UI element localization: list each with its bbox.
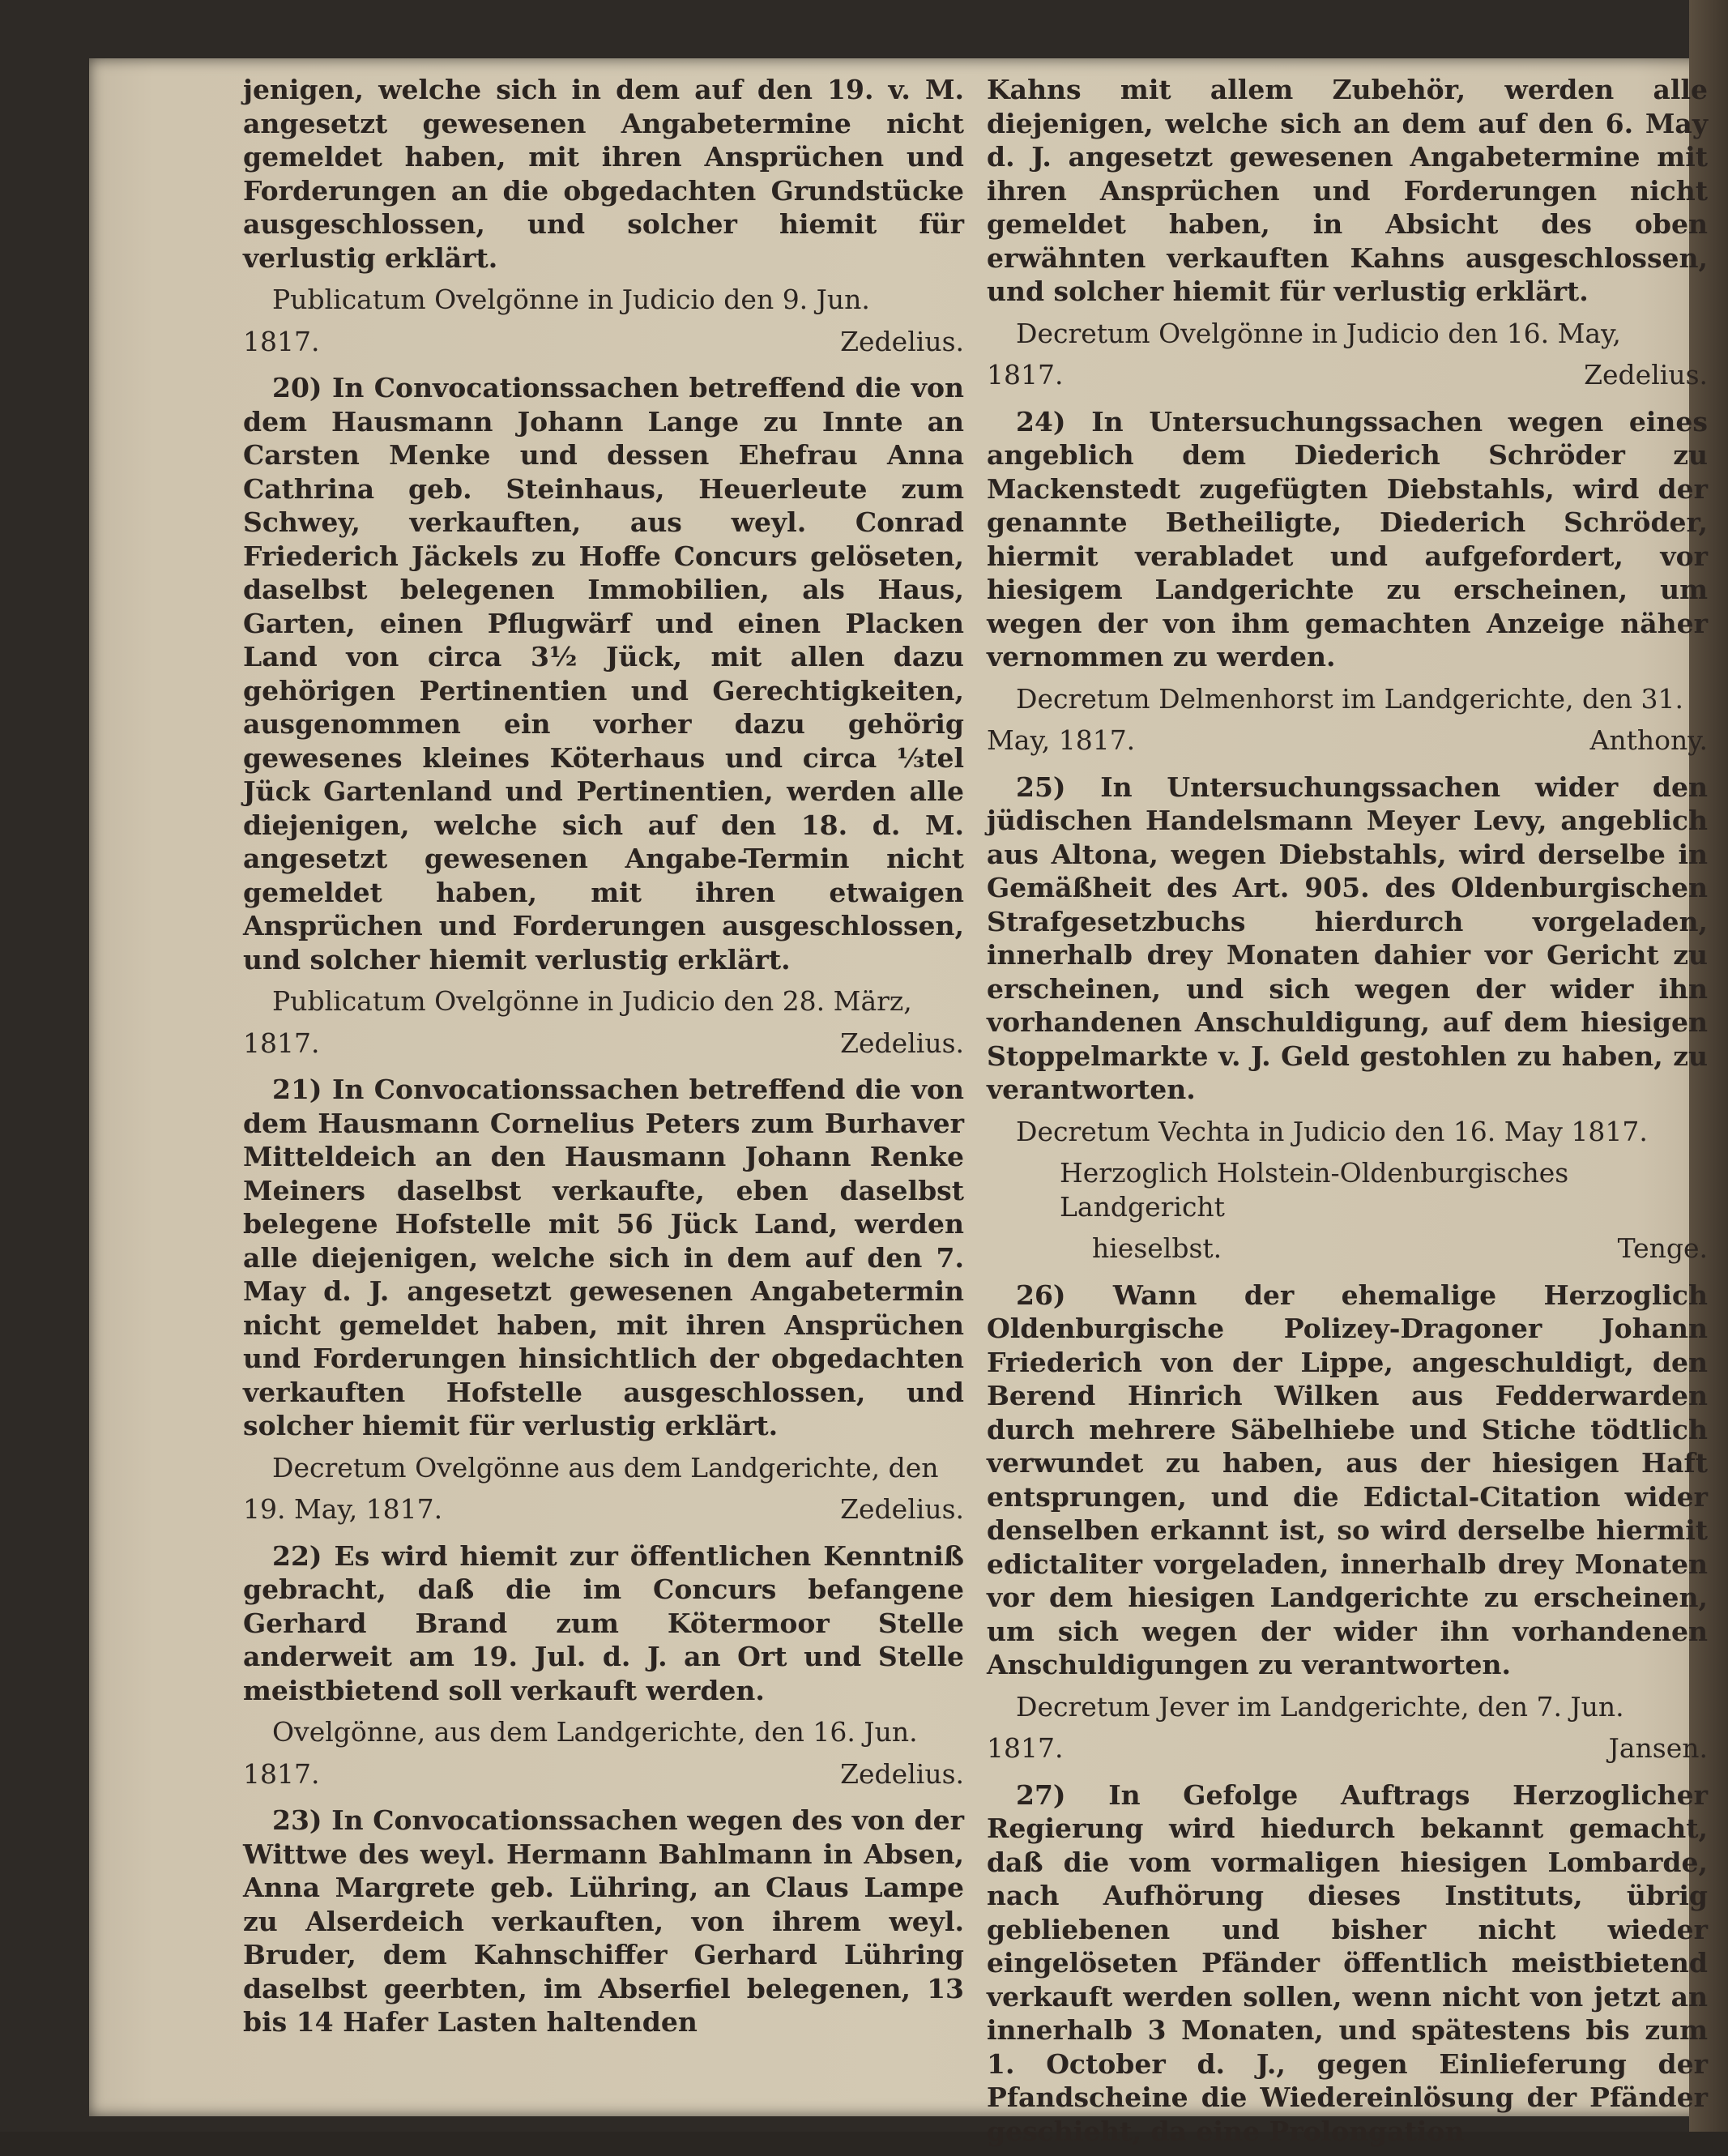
notice-20: 20) In Convocationssachen betreffend die von dem Hausmann Johann Lange zu Innte an Carsten Menke und dessen Ehefrau Anna Cathrina geb. Steinhaus, Heuerleute zum Schwey, verkauften, aus weyl. Conrad Friederich Jäckels zu Hoffe Concurs gelöseten, daselbst belegenen Immobilien, als Haus, Garten, einen Pflugwärf und einen Placken Land von circa 3½ Jück, mit allen dazu gehörigen Pertinentien und Gerechtigkeiten, ausgenommen ein vorher dazu gehörig gewesenes kleines Köterhaus und circa ⅓tel Jück Gartenland und Pertinentien, werden alle diejenigen, welche sich auf den 18. d. M. angesetzt gewesenen Angabe-Termin nicht gemeldet haben, mit ihren etwaigen Ansprüchen und Forderungen ausgeschlossen, und solcher hiemit verlustig erklärt. bbox=[243, 372, 964, 976]
signature: Zedelius. bbox=[840, 1493, 964, 1525]
signature: Tenge. bbox=[1617, 1232, 1708, 1264]
notice-continuation: Kahns mit allem Zubehör, werden alle diejenigen, welche sich an dem auf den 6. May d. J. angesetzt gewesenen Angabetermine mit ihren Ansprüchen und Forderungen nicht gemeldet haben, in Absicht des oben erwähnten verkauften Kahns ausgeschlossen, und solcher hiemit für verlustig erklärt. bbox=[987, 74, 1708, 307]
decree-date: Decretum Vechta in Judicio den 16. May 1817. bbox=[1016, 1115, 1648, 1147]
year: 1817. bbox=[987, 1732, 1064, 1764]
decree-date: Decretum Jever im Landgerichte, den 7. Jun. bbox=[1016, 1690, 1624, 1723]
notice-25: 25) In Untersuchungssachen wider den jüdischen Handelsmann Meyer Levy, angeblich aus Altona, wegen Diebstahls, wird derselbe in Gemäßheit des Art. 905. des Oldenburgischen Strafgesetzbuchs hierdurch vorgeladen, innerhalb drey Monaten dahier vor Gericht zu erscheinen, und sich wegen der wider ihn vorhandenen Anschuldigung, auf dem hiesigen Stoppelmarkte v. J. Geld gestohlen zu haben, zu verantworten. bbox=[987, 771, 1708, 1105]
notice-24: 24) In Untersuchungssachen wegen eines angeblich dem Diederich Schröder zu Mackenstedt zugefügten Diebstahls, wird der genannte Betheiligte, Diederich Schröder, hiermit verabladet und aufgefordert, vor hiesigem Landgerichte zu erscheinen, um wegen der von ihm gemachten Anzeige näher vernommen zu werden. bbox=[987, 405, 1708, 672]
signature-line bbox=[987, 358, 1708, 392]
notice-continuation: jenigen, welche sich in dem auf den 19. v. M. angesetzt gewesenen Angabetermine nicht gemeldet haben, mit ihren Ansprüchen und Forderungen an die obgedachten Grundstücke ausgeschlossen, und solcher hiemit für verlustig erklärt. bbox=[243, 74, 964, 274]
signature: Zedelius. bbox=[1584, 359, 1708, 391]
year: 1817. bbox=[243, 1757, 320, 1790]
publication-date: Publicatum Ovelgönne in Judicio den 28. März, bbox=[272, 985, 912, 1017]
signature-line bbox=[243, 1757, 964, 1791]
court-name: Herzoglich Holstein-Oldenburgisches Landgericht bbox=[1060, 1157, 1569, 1223]
right-column bbox=[987, 73, 1708, 2156]
signature-line bbox=[987, 724, 1708, 758]
notice-22: 22) Es wird hiemit zur öffentlichen Kenntniß gebracht, daß die im Concurs befangene Gerhard Brand zum Kötermoor Stelle anderweit am 19. Jul. d. J. an Ort und Stelle meistbietend soll verkauft werden. bbox=[243, 1539, 964, 1706]
signature: Zedelius. bbox=[840, 325, 964, 357]
year: 19. May, 1817. bbox=[243, 1493, 443, 1525]
signature-line bbox=[243, 325, 964, 359]
notice-26: 26) Wann der ehemalige Herzoglich Oldenburgische Polizey-Dragoner Johann Friederich von der Lippe, angeschuldigt, den Berend Hinrich Wilken aus Fedderwarden durch mehrere Säbelhiebe und Stiche tödtlich verwundet zu haben, aus der hiesigen Haft entsprungen, und die Edictal-Citation wider denselben erkannt ist, so wird derselbe hiermit edictaliter vorgeladen, innerhalb drey Monaten vor dem hiesigen Landgerichte zu erscheinen, um sich wegen der wider ihn vorhandenen Anschuldigungen zu verantworten. bbox=[987, 1279, 1708, 1680]
signature: Zedelius. bbox=[840, 1757, 964, 1790]
publication-date: Publicatum Ovelgönne in Judicio den 9. Jun. bbox=[272, 284, 870, 315]
notice-23: 23) In Convocationssachen wegen des von der Wittwe des weyl. Hermann Bahlmann in Absen, Anna Margrete geb. Lühring, an Claus Lampe zu Alserdeich verkauften, von ihrem weyl. Bruder, dem Kahnschiffer Gerhard Lühring daselbst geerbten, im Abserfiel belegenen, 13 bis 14 Hafer Lasten haltenden bbox=[243, 1804, 964, 2038]
left-column bbox=[243, 73, 964, 2047]
year: 1817. bbox=[243, 1027, 320, 1059]
signature: Jansen. bbox=[1608, 1732, 1708, 1764]
decree-date: Decretum Delmenhorst im Landgerichte, den 31. bbox=[1016, 682, 1683, 715]
signature-line bbox=[987, 1232, 1708, 1266]
decree-date: Decretum Ovelgönne in Judicio den 16. May, bbox=[1016, 317, 1621, 349]
signature-line bbox=[243, 1492, 964, 1526]
place: hieselbst. bbox=[1092, 1232, 1222, 1264]
decree-date: Ovelgönne, aus dem Landgerichte, den 16. Jun. bbox=[272, 1716, 918, 1748]
notice-21: 21) In Convocationssachen betreffend die von dem Hausmann Cornelius Peters zum Burhaver Mitteldeich an den Hausmann Johann Renke Meiners daselbst verkaufte, eben daselbst belegene Hofstelle mit 56 Jück Land, werden alle diejenigen, welche sich in dem auf den 7. May d. J. angesetzt gewesenen Angabetermin nicht gemeldet haben, mit ihren Ansprüchen und Forderungen hinsichtlich der obgedachten verkauften Hofstelle ausgeschlossen, und solcher hiemit für verlustig erklärt. bbox=[243, 1074, 964, 1441]
signature: Anthony. bbox=[1589, 724, 1708, 756]
decree-date: Decretum Ovelgönne aus dem Landgerichte, den bbox=[272, 1451, 939, 1484]
signature: Zedelius. bbox=[840, 1027, 964, 1059]
year: 1817. bbox=[243, 325, 320, 357]
signature-line bbox=[243, 1027, 964, 1061]
notice-27: 27) In Gefolge Auftrags Herzoglicher Regierung wird hiedurch bekannt gemacht, daß die vom vormaligen hiesigen Lombarde, nach Aufhörung dieses Instituts, übrig gebliebenen und bisher nicht wieder eingelöseten Pfänder öffentlich meistbietend verkauft werden sollen, wenn nicht von jetzt an innerhalb 3 Monaten, und spätestens bis zum 1. October d. J., gegen Einlieferung der Pfandscheine die Wiedereinlösung der Pfänder geschieht, da eine Prolongation bbox=[987, 1778, 1708, 2147]
year: May, 1817. bbox=[987, 724, 1136, 756]
year: 1817. bbox=[987, 359, 1064, 391]
signature-line bbox=[987, 1731, 1708, 1765]
